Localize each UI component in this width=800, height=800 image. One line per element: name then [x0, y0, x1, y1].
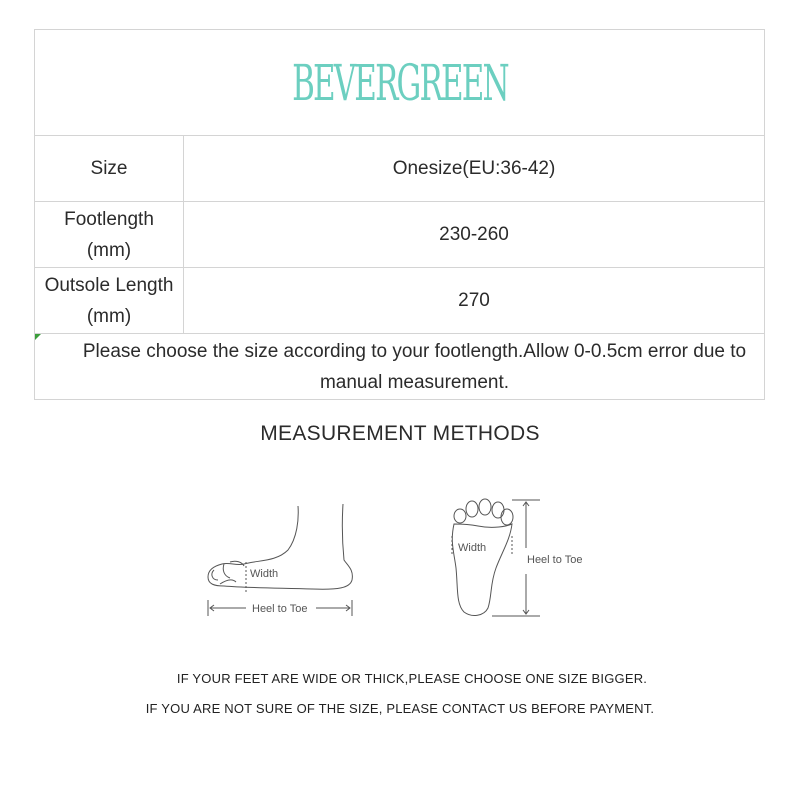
- footlength-label: Footlength (mm): [35, 202, 184, 267]
- sole-length-label: Heel to Toe: [527, 554, 583, 566]
- logo-row: [35, 30, 764, 136]
- size-value: Onesize(EU:36-42): [392, 157, 556, 179]
- footlength-value: 230-260: [439, 223, 509, 245]
- size-note: Please choose the size according to your footlength.Allow 0-0.5cm error due to manual measurement.: [82, 340, 747, 393]
- size-table: [34, 29, 765, 400]
- sole-foot-diagram: [440, 492, 600, 618]
- outsole-length-value: 270: [458, 289, 490, 311]
- side-foot-diagram: [200, 500, 360, 620]
- outsole-length-label: Outsole Length (mm): [35, 268, 184, 333]
- measurement-heading: MEASUREMENT METHODS: [260, 422, 540, 445]
- size-row: [35, 136, 764, 202]
- outsole-length-row: [35, 268, 764, 334]
- sole-width-label: Width: [458, 542, 487, 554]
- footlength-row: [35, 202, 764, 268]
- advice-contact: IF YOU ARE NOT SURE OF THE SIZE, PLEASE CONTACT US BEFORE PAYMENT.: [145, 701, 655, 716]
- size-label: Size: [35, 136, 184, 201]
- brand-logo: BEVERGREEN: [291, 53, 508, 112]
- side-foot-outline-icon: [208, 504, 352, 616]
- side-length-label: Heel to Toe: [252, 603, 308, 615]
- advice-wide-feet: IF YOUR FEET ARE WIDE OR THICK,PLEASE CHOOSE ONE SIZE BIGGER.: [176, 671, 648, 686]
- side-width-label: Width: [250, 568, 279, 580]
